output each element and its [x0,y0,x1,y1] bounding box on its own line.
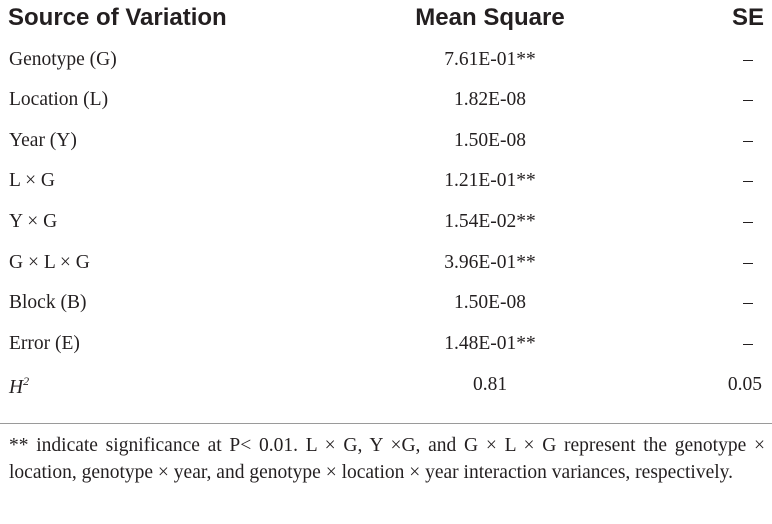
row-source: Error (E) [9,333,80,354]
row-mean-square: 1.50E-08 [453,292,527,313]
heritability-letter: H [9,377,24,398]
table-header-row [0,0,772,40]
table-row-year-by-genotype [0,203,772,243]
row-mean-square: 1.82E-08 [453,89,527,110]
table-row-three-way-interaction [0,244,772,284]
row-se: – [743,292,753,313]
row-source: Block (B) [9,292,87,313]
row-source: Y × G [9,211,58,232]
row-source: G × L × G [9,252,90,273]
row-source: Genotype (G) [9,49,117,70]
table-row-location [0,81,772,121]
table-row-location-by-genotype [0,162,772,202]
footnote-divider [0,423,772,424]
row-se: 0.05 [727,374,762,395]
row-se: – [743,130,753,151]
row-se: – [743,89,753,110]
row-se: – [743,170,753,191]
table-row-block [0,284,772,324]
table-row-error [0,325,772,365]
header-source-of-variation: Source of Variation [8,4,227,31]
header-se: SE [731,4,764,31]
row-mean-square: 1.54E-02** [444,211,536,232]
row-se: – [743,211,753,232]
row-mean-square: 1.21E-01** [444,170,536,191]
table-row-year [0,122,772,162]
row-mean-square: 0.81 [472,374,508,395]
row-mean-square: 3.96E-01** [444,252,536,273]
heritability-symbol [9,374,29,399]
header-mean-square: Mean Square [415,4,565,31]
row-se: – [743,252,753,273]
row-source: Location (L) [9,89,109,110]
row-se: – [743,333,753,354]
row-mean-square: 1.50E-08 [453,130,527,151]
heritability-superscript: 2 [23,374,30,388]
row-mean-square: 1.48E-01** [444,333,536,354]
row-se: – [743,49,753,70]
table-footnote: ** indicate significance at P< 0.01. L × G, Y ×G, and G × L × G represent the genotype × location, genotype × year, and genotype × location × year interaction variances, respectively. [9,435,765,483]
row-mean-square: 7.61E-01** [444,49,536,70]
table-row-heritability [0,366,772,406]
row-source: L × G [9,170,56,191]
table-row-genotype [0,41,772,81]
row-source: Year (Y) [9,130,77,151]
